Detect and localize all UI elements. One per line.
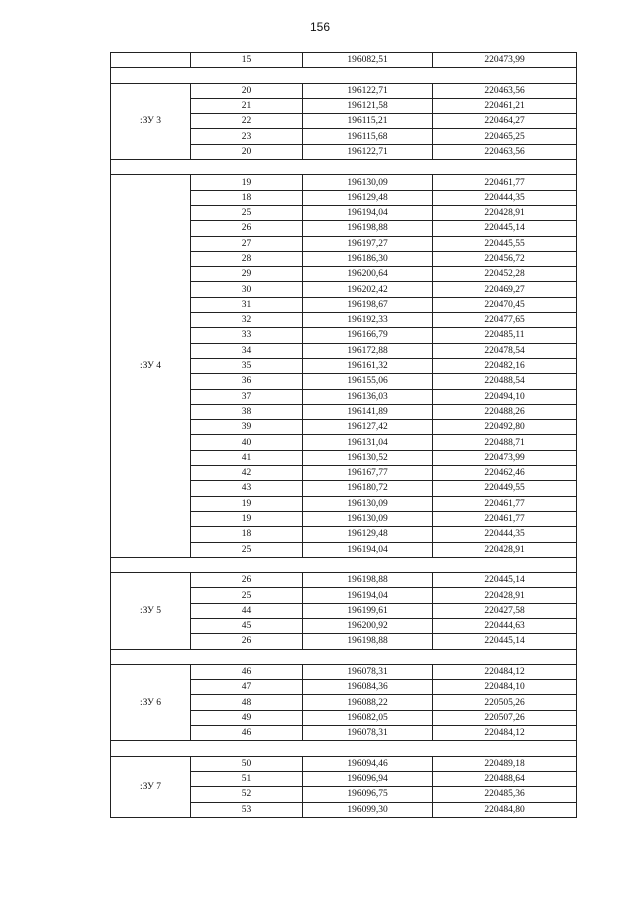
point-number-cell: 31 — [191, 297, 303, 312]
y-coordinate-cell: 220427,58 — [433, 603, 577, 618]
parcel-name-cell: :ЗУ 6 — [111, 664, 191, 740]
point-number-cell: 51 — [191, 771, 303, 786]
point-number-cell: 35 — [191, 358, 303, 373]
point-number-cell: 50 — [191, 756, 303, 771]
y-coordinate-cell: 220492,80 — [433, 420, 577, 435]
parcel-name-cell: :ЗУ 7 — [111, 756, 191, 817]
point-number-cell: 32 — [191, 313, 303, 328]
y-coordinate-cell: 220465,25 — [433, 129, 577, 144]
y-coordinate-cell: 220488,54 — [433, 374, 577, 389]
point-number-cell: 22 — [191, 114, 303, 129]
x-coordinate-cell: 196122,71 — [303, 83, 433, 98]
y-coordinate-cell: 220461,77 — [433, 175, 577, 190]
y-coordinate-cell: 220461,77 — [433, 511, 577, 526]
y-coordinate-cell: 220469,27 — [433, 282, 577, 297]
x-coordinate-cell: 196141,89 — [303, 404, 433, 419]
point-number-cell: 37 — [191, 389, 303, 404]
point-number-cell: 25 — [191, 542, 303, 557]
x-coordinate-cell: 196172,88 — [303, 343, 433, 358]
x-coordinate-cell: 196130,52 — [303, 450, 433, 465]
point-number-cell: 39 — [191, 420, 303, 435]
y-coordinate-cell: 220473,99 — [433, 53, 577, 68]
x-coordinate-cell: 196115,21 — [303, 114, 433, 129]
point-number-cell: 25 — [191, 205, 303, 220]
point-number-cell: 26 — [191, 634, 303, 649]
y-coordinate-cell: 220452,28 — [433, 267, 577, 282]
point-number-cell: 20 — [191, 83, 303, 98]
point-number-cell: 19 — [191, 175, 303, 190]
table-row — [111, 175, 577, 190]
separator-cell — [111, 68, 577, 83]
x-coordinate-cell: 196202,42 — [303, 282, 433, 297]
x-coordinate-cell: 196084,36 — [303, 680, 433, 695]
separator-cell — [111, 557, 577, 572]
point-number-cell: 52 — [191, 787, 303, 802]
x-coordinate-cell: 196200,92 — [303, 618, 433, 633]
x-coordinate-cell: 196166,79 — [303, 328, 433, 343]
y-coordinate-cell: 220484,12 — [433, 726, 577, 741]
y-coordinate-cell: 220445,14 — [433, 221, 577, 236]
y-coordinate-cell: 220462,46 — [433, 466, 577, 481]
x-coordinate-cell: 196200,64 — [303, 267, 433, 282]
table-row — [111, 83, 577, 98]
point-number-cell: 28 — [191, 251, 303, 266]
x-coordinate-cell: 196161,32 — [303, 358, 433, 373]
x-coordinate-cell: 196130,09 — [303, 175, 433, 190]
group-separator-row — [111, 741, 577, 756]
point-number-cell: 27 — [191, 236, 303, 251]
x-coordinate-cell: 196194,04 — [303, 588, 433, 603]
y-coordinate-cell: 220488,64 — [433, 771, 577, 786]
parcel-name-cell: :ЗУ 4 — [111, 175, 191, 557]
y-coordinate-cell: 220494,10 — [433, 389, 577, 404]
x-coordinate-cell: 196194,04 — [303, 542, 433, 557]
y-coordinate-cell: 220464,27 — [433, 114, 577, 129]
y-coordinate-cell: 220449,55 — [433, 481, 577, 496]
x-coordinate-cell: 196167,77 — [303, 466, 433, 481]
y-coordinate-cell: 220445,14 — [433, 573, 577, 588]
y-coordinate-cell: 220428,91 — [433, 542, 577, 557]
page-number: 156 — [309, 20, 331, 34]
y-coordinate-cell: 220470,45 — [433, 297, 577, 312]
y-coordinate-cell: 220461,21 — [433, 98, 577, 113]
y-coordinate-cell: 220489,18 — [433, 756, 577, 771]
point-number-cell: 34 — [191, 343, 303, 358]
point-number-cell: 19 — [191, 511, 303, 526]
x-coordinate-cell: 196130,09 — [303, 511, 433, 526]
x-coordinate-cell: 196198,88 — [303, 573, 433, 588]
y-coordinate-cell: 220445,14 — [433, 634, 577, 649]
point-number-cell: 23 — [191, 129, 303, 144]
y-coordinate-cell: 220473,99 — [433, 450, 577, 465]
point-number-cell: 49 — [191, 710, 303, 725]
x-coordinate-cell: 196136,03 — [303, 389, 433, 404]
y-coordinate-cell: 220463,56 — [433, 144, 577, 159]
point-number-cell: 26 — [191, 221, 303, 236]
x-coordinate-cell: 196197,27 — [303, 236, 433, 251]
separator-cell — [111, 649, 577, 664]
separator-cell — [111, 741, 577, 756]
y-coordinate-cell: 220484,10 — [433, 680, 577, 695]
x-coordinate-cell: 196129,48 — [303, 527, 433, 542]
x-coordinate-cell: 196131,04 — [303, 435, 433, 450]
point-number-cell: 42 — [191, 466, 303, 481]
x-coordinate-cell: 196122,71 — [303, 144, 433, 159]
x-coordinate-cell: 196127,42 — [303, 420, 433, 435]
coordinates-table — [110, 52, 577, 818]
point-number-cell: 46 — [191, 726, 303, 741]
point-number-cell: 46 — [191, 664, 303, 679]
y-coordinate-cell: 220488,71 — [433, 435, 577, 450]
point-number-cell: 25 — [191, 588, 303, 603]
y-coordinate-cell: 220484,80 — [433, 802, 577, 817]
parcel-name-cell — [111, 53, 191, 68]
x-coordinate-cell: 196155,06 — [303, 374, 433, 389]
y-coordinate-cell: 220477,65 — [433, 313, 577, 328]
point-number-cell: 15 — [191, 53, 303, 68]
separator-cell — [111, 160, 577, 175]
point-number-cell: 53 — [191, 802, 303, 817]
x-coordinate-cell: 196129,48 — [303, 190, 433, 205]
point-number-cell: 21 — [191, 98, 303, 113]
y-coordinate-cell: 220444,63 — [433, 618, 577, 633]
point-number-cell: 38 — [191, 404, 303, 419]
y-coordinate-cell: 220445,55 — [433, 236, 577, 251]
parcel-name-cell: :ЗУ 3 — [111, 83, 191, 159]
x-coordinate-cell: 196198,67 — [303, 297, 433, 312]
point-number-cell: 36 — [191, 374, 303, 389]
x-coordinate-cell: 196082,51 — [303, 53, 433, 68]
x-coordinate-cell: 196194,04 — [303, 205, 433, 220]
point-number-cell: 33 — [191, 328, 303, 343]
x-coordinate-cell: 196115,68 — [303, 129, 433, 144]
y-coordinate-cell: 220444,35 — [433, 527, 577, 542]
y-coordinate-cell: 220461,77 — [433, 496, 577, 511]
x-coordinate-cell: 196088,22 — [303, 695, 433, 710]
x-coordinate-cell: 196096,75 — [303, 787, 433, 802]
coordinates-table-body — [111, 53, 577, 818]
table-row — [111, 573, 577, 588]
x-coordinate-cell: 196180,72 — [303, 481, 433, 496]
x-coordinate-cell: 196096,94 — [303, 771, 433, 786]
point-number-cell: 26 — [191, 573, 303, 588]
y-coordinate-cell: 220484,12 — [433, 664, 577, 679]
group-separator-row — [111, 649, 577, 664]
x-coordinate-cell: 196199,61 — [303, 603, 433, 618]
point-number-cell: 45 — [191, 618, 303, 633]
y-coordinate-cell: 220485,36 — [433, 787, 577, 802]
x-coordinate-cell: 196121,58 — [303, 98, 433, 113]
y-coordinate-cell: 220482,16 — [433, 358, 577, 373]
x-coordinate-cell: 196082,05 — [303, 710, 433, 725]
point-number-cell: 40 — [191, 435, 303, 450]
parcel-name-cell: :ЗУ 5 — [111, 573, 191, 649]
x-coordinate-cell: 196078,31 — [303, 726, 433, 741]
y-coordinate-cell: 220463,56 — [433, 83, 577, 98]
group-separator-row — [111, 68, 577, 83]
y-coordinate-cell: 220444,35 — [433, 190, 577, 205]
x-coordinate-cell: 196198,88 — [303, 634, 433, 649]
point-number-cell: 20 — [191, 144, 303, 159]
point-number-cell: 19 — [191, 496, 303, 511]
x-coordinate-cell: 196099,30 — [303, 802, 433, 817]
y-coordinate-cell: 220428,91 — [433, 588, 577, 603]
point-number-cell: 29 — [191, 267, 303, 282]
x-coordinate-cell: 196094,46 — [303, 756, 433, 771]
y-coordinate-cell: 220428,91 — [433, 205, 577, 220]
x-coordinate-cell: 196078,31 — [303, 664, 433, 679]
point-number-cell: 18 — [191, 527, 303, 542]
group-separator-row — [111, 557, 577, 572]
table-row — [111, 756, 577, 771]
group-separator-row — [111, 160, 577, 175]
point-number-cell: 30 — [191, 282, 303, 297]
x-coordinate-cell: 196198,88 — [303, 221, 433, 236]
y-coordinate-cell: 220485,11 — [433, 328, 577, 343]
y-coordinate-cell: 220507,26 — [433, 710, 577, 725]
x-coordinate-cell: 196186,30 — [303, 251, 433, 266]
y-coordinate-cell: 220456,72 — [433, 251, 577, 266]
point-number-cell: 41 — [191, 450, 303, 465]
y-coordinate-cell: 220505,26 — [433, 695, 577, 710]
table-row — [111, 53, 577, 68]
point-number-cell: 44 — [191, 603, 303, 618]
y-coordinate-cell: 220488,26 — [433, 404, 577, 419]
point-number-cell: 48 — [191, 695, 303, 710]
point-number-cell: 47 — [191, 680, 303, 695]
point-number-cell: 18 — [191, 190, 303, 205]
y-coordinate-cell: 220478,54 — [433, 343, 577, 358]
x-coordinate-cell: 196130,09 — [303, 496, 433, 511]
table-row — [111, 664, 577, 679]
point-number-cell: 43 — [191, 481, 303, 496]
x-coordinate-cell: 196192,33 — [303, 313, 433, 328]
